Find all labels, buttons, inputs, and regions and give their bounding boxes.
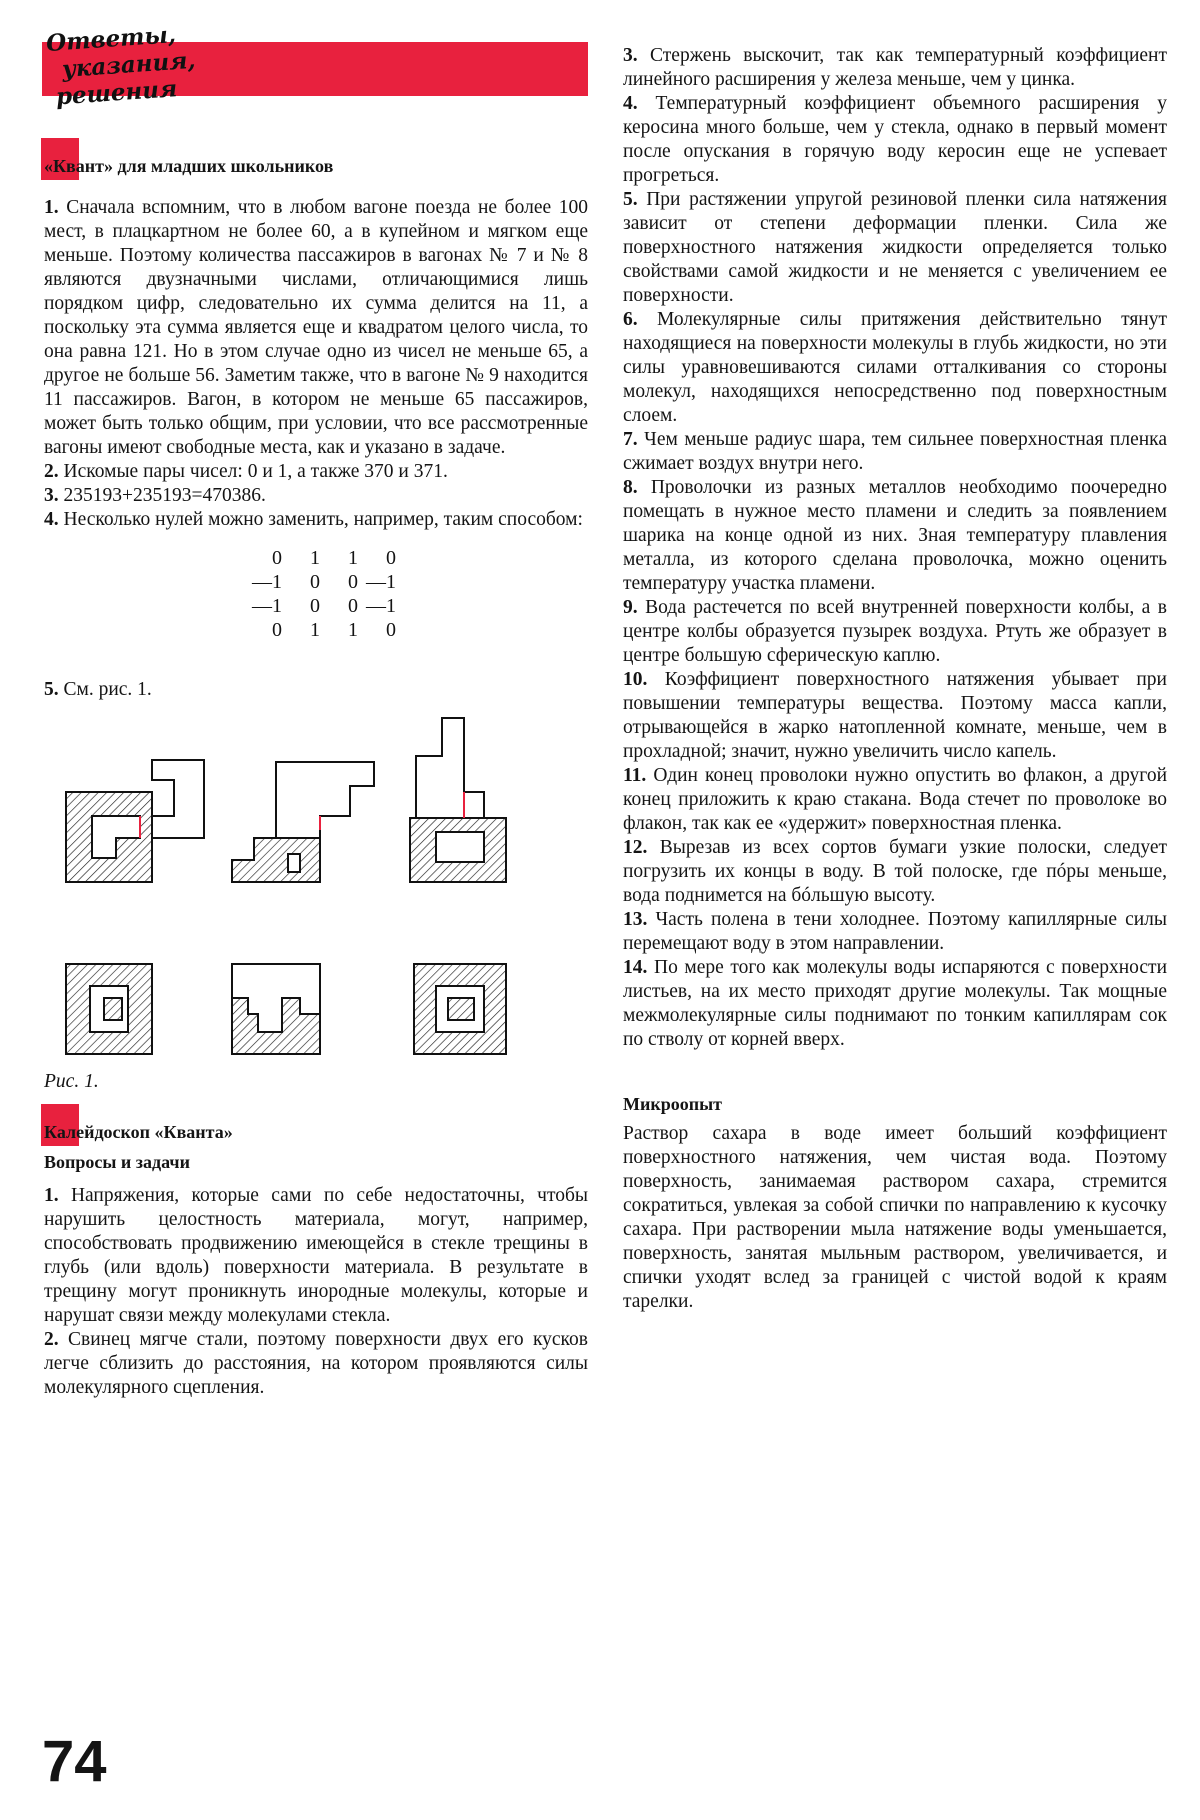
figure-1-caption: Рис. 1. (44, 1071, 99, 1092)
fig-shape-2-clear (276, 762, 374, 838)
fig-shape-3-hatched (410, 818, 506, 882)
section-title-kaleidoscope-rest: ейдоскоп «Кванта» (76, 1122, 233, 1142)
section-title-junior (44, 154, 588, 178)
answer-junior-5: 5. См. рис. 1. (44, 679, 152, 700)
matrix-row: 0 1 1 0 (272, 547, 396, 569)
fig-shape-4-inner (104, 998, 122, 1020)
answer-kaleidoscope-5: 5. При растяжении упругой резиновой пленки сила натяжения зависит от степени деформации пленки. Сила же поверхностного натяжения жидкости определяется только свойствами самой жидкости и не меняется с увеличением ее поверхности. (623, 189, 1167, 306)
banner-line-2: указания, (61, 46, 197, 84)
section-title-junior-lead: «Кв (44, 156, 76, 176)
matrix-row: —1 0 0 —1 (252, 595, 396, 617)
section-title-kaleidoscope-lead: Кал (44, 1122, 77, 1142)
answer-kaleidoscope-2: 2. Свинец мягче стали, поэтому поверхности двух его кусков легче сблизить до расстояния, на котором проявляются силы молекулярного сцепления. (44, 1329, 588, 1398)
answer-kaleidoscope-13: 13. Часть полена в тени холоднее. Поэтому капиллярные силы перемещают воду в этом направлении. (623, 909, 1168, 954)
answer-kaleidoscope-8: 8. Проволочки из разных металлов необходимо поочередно помещать в нужное место пламени и следить за появлением шарика на конце одной из них. Зная температуру плавления металла, из которого сделана проволочка, можно оценить температуру участка пламени. (623, 477, 1168, 594)
answer-kaleidoscope-6: 6. Молекулярные силы притяжения действительно тянут находящиеся на поверхности молекулы в глубь жидкости, но эти силы уравновешиваются силами отталкивания со стороны молекул, находящихся непосредственно под поверхностным слоем. (623, 309, 1168, 426)
banner-line-1: Ответы, (45, 21, 177, 58)
answer-kaleidoscope-12: 12. Вырезав из всех сортов бумаги узкие полоски, следует погрузить их концы в воду. В той полоске, где пóры меньше, вода поднимется на бóльшую высоту. (623, 837, 1167, 906)
answer-kaleidoscope-10: 10. Коэффициент поверхностного натяжения убывает при повышении температуры вещества. Поэтому масса капли, отрывающейся в жарко натопленной комнате, меньше, чем в прохладной; значит, нужно увеличить число капель. (623, 669, 1167, 762)
answer-kaleidoscope-7: 7. Чем меньше радиус шара, тем сильнее поверхностная пленка сжимает воздух внутри него. (623, 429, 1167, 474)
subsection-title-questions: Вопросы и задачи (44, 1152, 190, 1172)
section-title-junior-rest: ант» для младших школьников (75, 156, 334, 176)
answer-kaleidoscope-14: 14. По мере того как молекулы воды испаряются с поверхности листьев, на их место приходят другие молекулы. Так мощные межмолекулярные силы поднимают по тонким капиллярам сок по стволу от корней вверх. (623, 957, 1168, 1050)
answer-kaleidoscope-9: 9. Вода растечется по всей внутренней поверхности колбы, а в центре колбы образуется пузырек воздуха. Ртуть же образует в центре большую сферическую каплю. (623, 597, 1167, 666)
right-column (623, 44, 1167, 1314)
matrix-row: —1 0 0 —1 (252, 571, 396, 593)
answer-junior-1: 1. Сначала вспомним, что в любом вагоне поезда не более 100 мест, в плацкартном не более 60, а в купейном и мягком еще меньше. Поэтому количества пассажиров в вагонах № 7 и № 8 являются двузначными числами, отличающимися лишь порядком цифр, следовательно их сумма делится на 11, а поскольку эта сумма является еще и квадратом целого числа, то она равна 121. Но в этом случае одно из чисел не меньше 65, а другое не больше 56. Заметим также, что в вагоне № 9 находится 11 пассажиров. Вагон, в котором не меньше 65 пассажиров, может быть только общим, при условии, что все рассмотренные вагоны имеют свободные места, как и указано в задаче. (44, 197, 588, 458)
answer-junior-4: 4. Несколько нулей можно заменить, например, таким способом: (44, 509, 583, 530)
page-number: 74 (42, 1729, 107, 1794)
matrix-row: 0 1 1 0 (272, 619, 396, 641)
figure-1 (44, 702, 588, 1070)
microexperiment-title: Микроопыт (623, 1094, 723, 1114)
fig-shape-1-clear (152, 760, 204, 838)
fig-shape-3-clear (416, 718, 484, 818)
answer-kaleidoscope-1: 1. Напряжения, которые сами по себе недостаточны, чтобы нарушить целостность материала, могут, например, способствовать продвижению имеющейся в стекле трещины в глубь (или вдоль) поверхности материала. В результате в трещину могут проникнуть инородные молекулы, которые и нарушат связи между молекулами стекла. (44, 1185, 588, 1326)
microexperiment-text: Раствор сахара в воде имеет больший коэффициент поверхностного натяжения, чем чистая вода. Поэтому поверхность, занимаемая раствором сахара, стремится сократиться, увлекая за собой спички по направлению к кусочку сахара. При растворении мыла натяжение воды уменьшается, поверхность, занятая мыльным раствором, увеличивается, и спички уходят вслед за границей с чистой водой к краям тарелки. (623, 1123, 1167, 1312)
figure-1-drawing (44, 702, 588, 1070)
banner-line-3: решения (55, 75, 179, 111)
left-column (44, 154, 588, 1400)
answer-junior-2: 2. Искомые пары чисел: 0 и 1, а также 370 и 371. (44, 461, 448, 482)
answer-kaleidoscope-4: 4. Температурный коэффициент объемного расширения у керосина много больше, чем у стекла, однако в первый момент после опускания в горячую воду керосин еще не успевает прогреться. (623, 93, 1167, 186)
banner-handwritten-title (45, 14, 280, 116)
answer-kaleidoscope-11: 11. Один конец проволоки нужно опустить во флакон, а другой конец приложить к краю стакана. Вода стечет по проволоке во флакон, так как ее «удержит» поверхностная пленка. (623, 765, 1168, 834)
answer-junior-3: 3. 235193+235193=470386. (44, 485, 266, 506)
answer-kaleidoscope-3: 3. Стержень выскочит, так как температурный коэффициент линейного расширения у железа меньше, чем у цинка. (623, 45, 1168, 90)
section-title-kaleidoscope (44, 1120, 588, 1144)
number-matrix (244, 546, 588, 642)
fig-shape-6-inner (448, 998, 474, 1020)
